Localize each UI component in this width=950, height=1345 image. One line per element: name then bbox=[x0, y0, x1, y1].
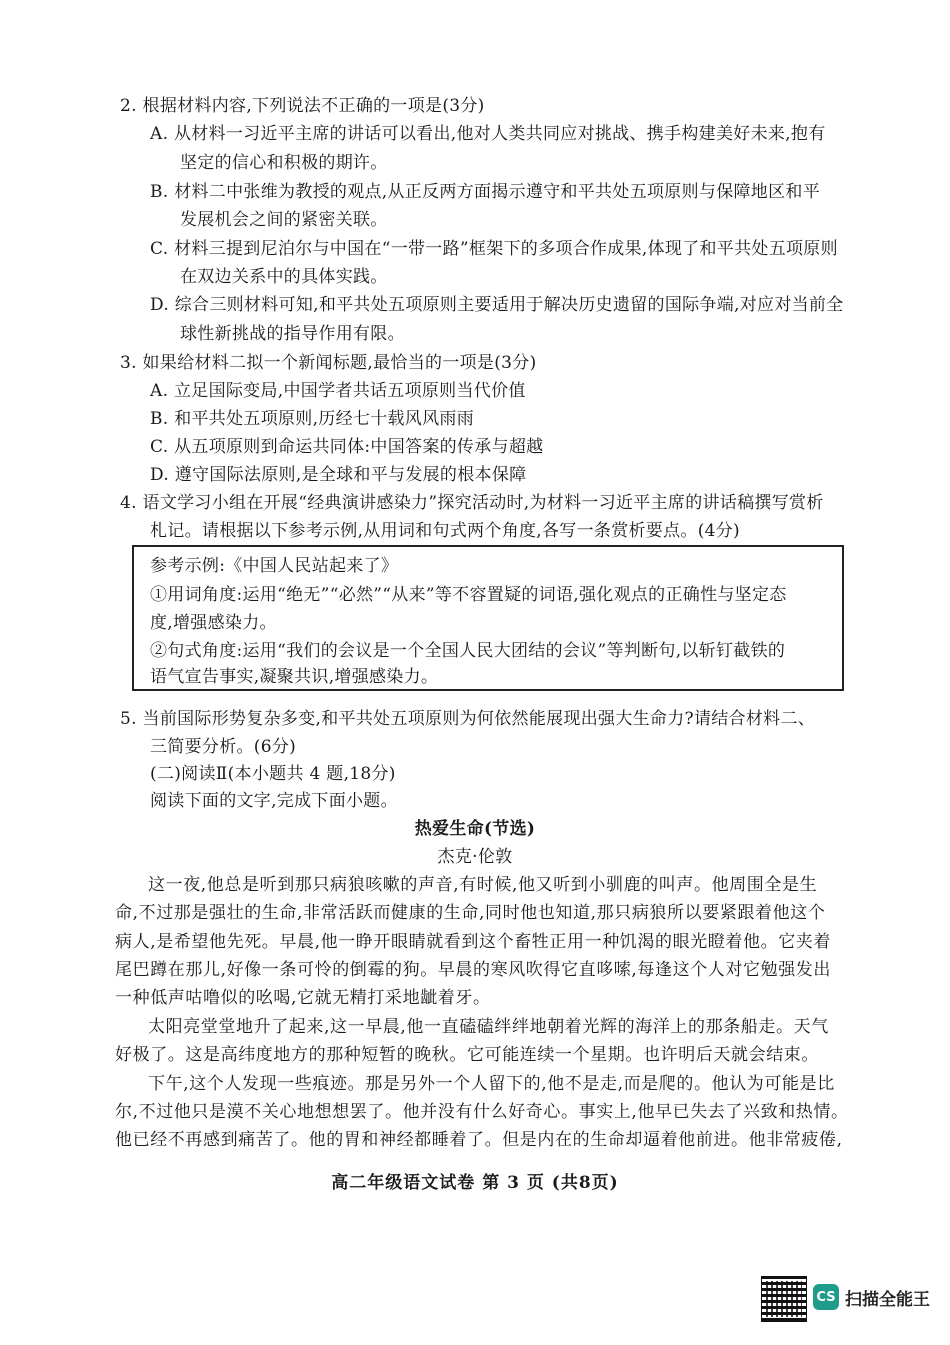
q5-stem-cont: 三简要分析。(6分) bbox=[150, 737, 297, 757]
q2-option-b-cont: 发展机会之间的紧密关联。 bbox=[180, 210, 388, 230]
q4-stem-cont: 札记。请根据以下参考示例,从用词和句式两个角度,各写一条赏析要点。(4分) bbox=[150, 521, 740, 541]
q3-option-c: C. 从五项原则到命运共同体:中国答案的传承与超越 bbox=[150, 437, 544, 457]
reference-point-2-cont: 语气宣告事实,凝聚共识,增强感染力。 bbox=[150, 667, 439, 687]
paragraph-1-line-4: 尾巴蹲在那儿,好像一条可怜的倒霉的狗。早晨的寒风吹得它直哆嗦,每逢这个人对它勉强发出 bbox=[115, 960, 832, 980]
q2-option-d-cont: 球性新挑战的指导作用有限。 bbox=[180, 324, 405, 344]
paragraph-3-line-1: 下午,这个人发现一些痕迹。那是另外一个人留下的,他不是走,而是爬的。他认为可能是比 bbox=[148, 1074, 835, 1094]
qr-code-icon bbox=[762, 1277, 806, 1321]
paragraph-1-line-2: 命,不过那是强壮的生命,非常活跃而健康的生命,同时他也知道,那只病狼所以要紧跟着他这个 bbox=[115, 903, 826, 923]
paragraph-1-line-1: 这一夜,他总是听到那只病狼咳嗽的声音,有时候,他又听到小驯鹿的叫声。他周围全是生 bbox=[148, 875, 818, 895]
q2-stem: 2. 根据材料内容,下列说法不正确的一项是(3分) bbox=[120, 96, 485, 116]
paragraph-2-line-1: 太阳亮堂堂地升了起来,这一早晨,他一直磕磕绊绊地朝着光辉的海洋上的那条船走。天气 bbox=[148, 1017, 829, 1037]
q2-option-c-cont: 在双边关系中的具体实践。 bbox=[180, 267, 388, 287]
reference-point-1-cont: 度,增强感染力。 bbox=[150, 613, 277, 633]
q2-option-b: B. 材料二中张维为教授的观点,从正反两方面揭示遵守和平共处五项原则与保障地区和平 bbox=[150, 182, 821, 202]
paragraph-1-line-5: 一种低声咕噜似的吆喝,它就无精打采地龇着牙。 bbox=[115, 988, 491, 1008]
q2-option-a-cont: 坚定的信心和积极的期许。 bbox=[180, 153, 388, 173]
paragraph-3-line-3: 他已经不再感到痛苦了。他的胃和神经都睡着了。但是内在的生命却逼着他前进。他非常疲倦, bbox=[115, 1130, 843, 1150]
q3-option-b: B. 和平共处五项原则,历经七十载风风雨雨 bbox=[150, 409, 475, 429]
section-instruction: 阅读下面的文字,完成下面小题。 bbox=[150, 791, 398, 811]
paragraph-2-line-2: 好极了。这是高纬度地方的那种短暂的晚秋。它可能连续一个星期。也许明后天就会结束。 bbox=[115, 1045, 819, 1065]
q2-option-d: D. 综合三则材料可知,和平共处五项原则主要适用于解决历史遗留的国际争端,对应对当前全 bbox=[150, 295, 844, 315]
reference-point-2: ②句式角度:运用“我们的会议是一个全国人民大团结的会议”等判断句,以斩钉截铁的 bbox=[150, 641, 786, 661]
article-title: 热爱生命(节选) bbox=[414, 819, 536, 839]
reference-title: 参考示例:《中国人民站起来了》 bbox=[150, 556, 399, 576]
page-footer: 高二年级语文试卷 第 3 页 (共8页) bbox=[331, 1173, 619, 1193]
q3-option-d: D. 遵守国际法原则,是全球和平与发展的根本保障 bbox=[150, 465, 527, 485]
q3-option-a: A. 立足国际变局,中国学者共话五项原则当代价值 bbox=[150, 381, 526, 401]
q2-option-c: C. 材料三提到尼泊尔与中国在“一带一路”框架下的多项合作成果,体现了和平共处五项原则 bbox=[150, 239, 838, 259]
article-author: 杰克·伦敦 bbox=[437, 847, 513, 867]
camscanner-logo-icon: CS bbox=[813, 1284, 839, 1310]
q3-stem: 3. 如果给材料二拟一个新闻标题,最恰当的一项是(3分) bbox=[120, 353, 537, 373]
q2-option-a: A. 从材料一习近平主席的讲话可以看出,他对人类共同应对挑战、携手构建美好未来,抱有 bbox=[150, 124, 826, 144]
q5-stem: 5. 当前国际形势复杂多变,和平共处五项原则为何依然能展现出强大生命力?请结合材料二、 bbox=[120, 709, 816, 729]
scanner-app-name: 扫描全能王 bbox=[845, 1290, 930, 1310]
section-heading: (二)阅读Ⅱ(本小题共 4 题,18分) bbox=[150, 764, 396, 784]
reference-point-1: ①用词角度:运用“绝无”“必然”“从来”等不容置疑的词语,强化观点的正确性与坚定态 bbox=[150, 585, 787, 605]
paragraph-3-line-2: 尔,不过他只是漠不关心地想想罢了。他并没有什么好奇心。事实上,他早已失去了兴致和热情。 bbox=[115, 1102, 849, 1122]
q4-stem: 4. 语文学习小组在开展“经典演讲感染力”探究活动时,为材料一习近平主席的讲话稿撰写赏析 bbox=[120, 493, 824, 513]
paragraph-1-line-3: 病人,是希望他先死。早晨,他一睁开眼睛就看到这个畜牲正用一种饥渴的眼光瞪着他。它夹着 bbox=[115, 932, 832, 952]
